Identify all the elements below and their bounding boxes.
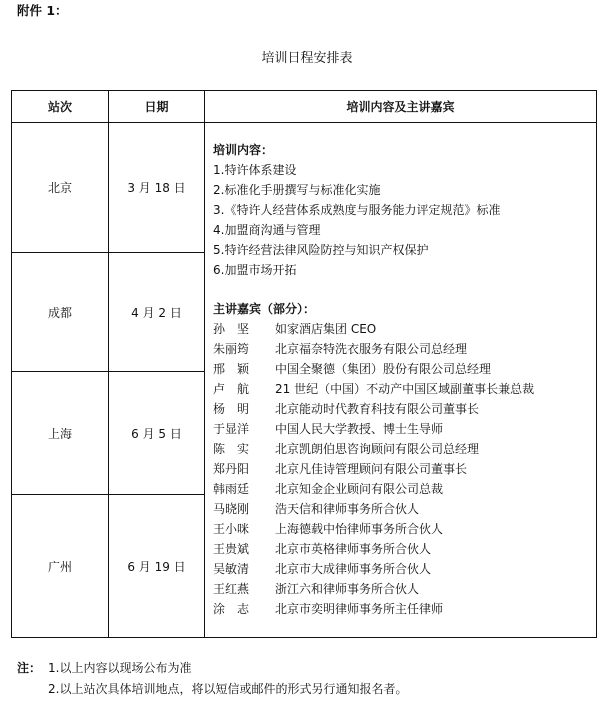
guest-name: 朱丽筠: [213, 342, 250, 356]
guest-name: 王小咪: [213, 522, 250, 536]
guest-item: [213, 579, 596, 599]
guest-affiliation: 上海德载中怡律师事务所合伙人: [275, 522, 444, 536]
guest-affiliation: 21 世纪（中国）不动产中国区域副董事长兼总裁: [275, 382, 535, 396]
station-cell: 广州: [12, 495, 109, 638]
guest-name: 杨 明: [213, 402, 250, 416]
content-cell: [205, 123, 597, 638]
guest-affiliation: 北京市大成律师事务所合伙人: [275, 562, 432, 576]
guest-item: [213, 479, 596, 499]
guest-name: 郑丹阳: [213, 462, 250, 476]
topic-item: 6.加盟市场开拓: [213, 263, 297, 277]
guest-item: [213, 359, 596, 379]
guest-item: [213, 519, 596, 539]
guest-name: 韩雨廷: [213, 482, 250, 496]
date-cell: 6 月 5 日: [109, 372, 205, 495]
topic-item: 3.《特许人经营体系成熟度与服务能力评定规范》标准: [213, 203, 501, 217]
station-cell: 北京: [12, 123, 109, 253]
guest-name: 于显洋: [213, 422, 250, 436]
guest-item: [213, 399, 596, 419]
guest-affiliation: 浩天信和律师事务所合伙人: [275, 502, 420, 516]
topic-item: 5.特许经营法律风险防控与知识产权保护: [213, 243, 429, 257]
guest-affiliation: 北京市英格律师事务所合伙人: [275, 542, 432, 556]
guest-affiliation: 北京能动时代教育科技有限公司董事长: [275, 402, 480, 416]
attachment-label: 附件 1：: [17, 3, 68, 18]
guest-name: 王红燕: [213, 582, 250, 596]
header-station: 站次: [12, 91, 109, 123]
guest-name: 陈 实: [213, 442, 250, 456]
note-item: 1.以上内容以现场公布为准: [48, 661, 192, 675]
guest-item: [213, 319, 596, 339]
guest-item: [213, 419, 596, 439]
guest-affiliation: 北京知金企业顾问有限公司总裁: [275, 482, 444, 496]
guest-affiliation: 中国全聚德（集团）股份有限公司总经理: [275, 362, 492, 376]
guest-item: [213, 499, 596, 519]
guests-heading: 主讲嘉宾（部分）：: [213, 302, 316, 316]
date-cell: 4 月 2 日: [109, 253, 205, 372]
guest-affiliation: 北京凡佳诗管理顾问有限公司董事长: [275, 462, 468, 476]
topic-item: 2.标准化手册撰写与标准化实施: [213, 183, 381, 197]
guest-affiliation: 浙江六和律师事务所合伙人: [275, 582, 420, 596]
schedule-table: [11, 90, 597, 638]
guest-name: 邢 颖: [213, 362, 250, 376]
note-item: 2.以上站次具体培训地点，将以短信或邮件的形式另行通知报名者。: [48, 682, 408, 696]
guest-name: 吴敏清: [213, 562, 250, 576]
guest-name: 王贵斌: [213, 542, 250, 556]
guest-affiliation: 北京市奕明律师事务所主任律师: [275, 602, 444, 616]
guest-affiliation: 北京福奈特洗衣服务有限公司总经理: [275, 342, 468, 356]
notes-label: 注：: [17, 661, 42, 675]
topic-item: 1.特许体系建设: [213, 163, 297, 177]
header-date: 日期: [109, 91, 205, 123]
guest-item: [213, 559, 596, 579]
date-cell: 3 月 18 日: [109, 123, 205, 253]
guest-affiliation: 如家酒店集团 CEO: [275, 322, 377, 336]
notes: [17, 658, 407, 700]
table-header-row: [12, 91, 597, 123]
guest-item: [213, 379, 596, 399]
guest-name: 涂 志: [213, 602, 250, 616]
station-cell: 成都: [12, 253, 109, 372]
guest-item: [213, 439, 596, 459]
guest-item: [213, 599, 596, 619]
date-cell: 6 月 19 日: [109, 495, 205, 638]
guest-affiliation: 北京凯朗伯思咨询顾问有限公司总经理: [275, 442, 480, 456]
topics-heading: 培训内容：: [213, 143, 274, 157]
guest-item: [213, 459, 596, 479]
header-content: 培训内容及主讲嘉宾: [205, 91, 597, 123]
page-title: 培训日程安排表: [261, 51, 353, 66]
guest-item: [213, 339, 596, 359]
guest-affiliation: 中国人民大学教授、博士生导师: [275, 422, 444, 436]
guest-name: 马晓刚: [213, 502, 250, 516]
topic-item: 4.加盟商沟通与管理: [213, 223, 321, 237]
guest-name: 孙 坚: [213, 322, 250, 336]
table-row: [12, 123, 597, 253]
guest-item: [213, 539, 596, 559]
guest-name: 卢 航: [213, 382, 250, 396]
station-cell: 上海: [12, 372, 109, 495]
